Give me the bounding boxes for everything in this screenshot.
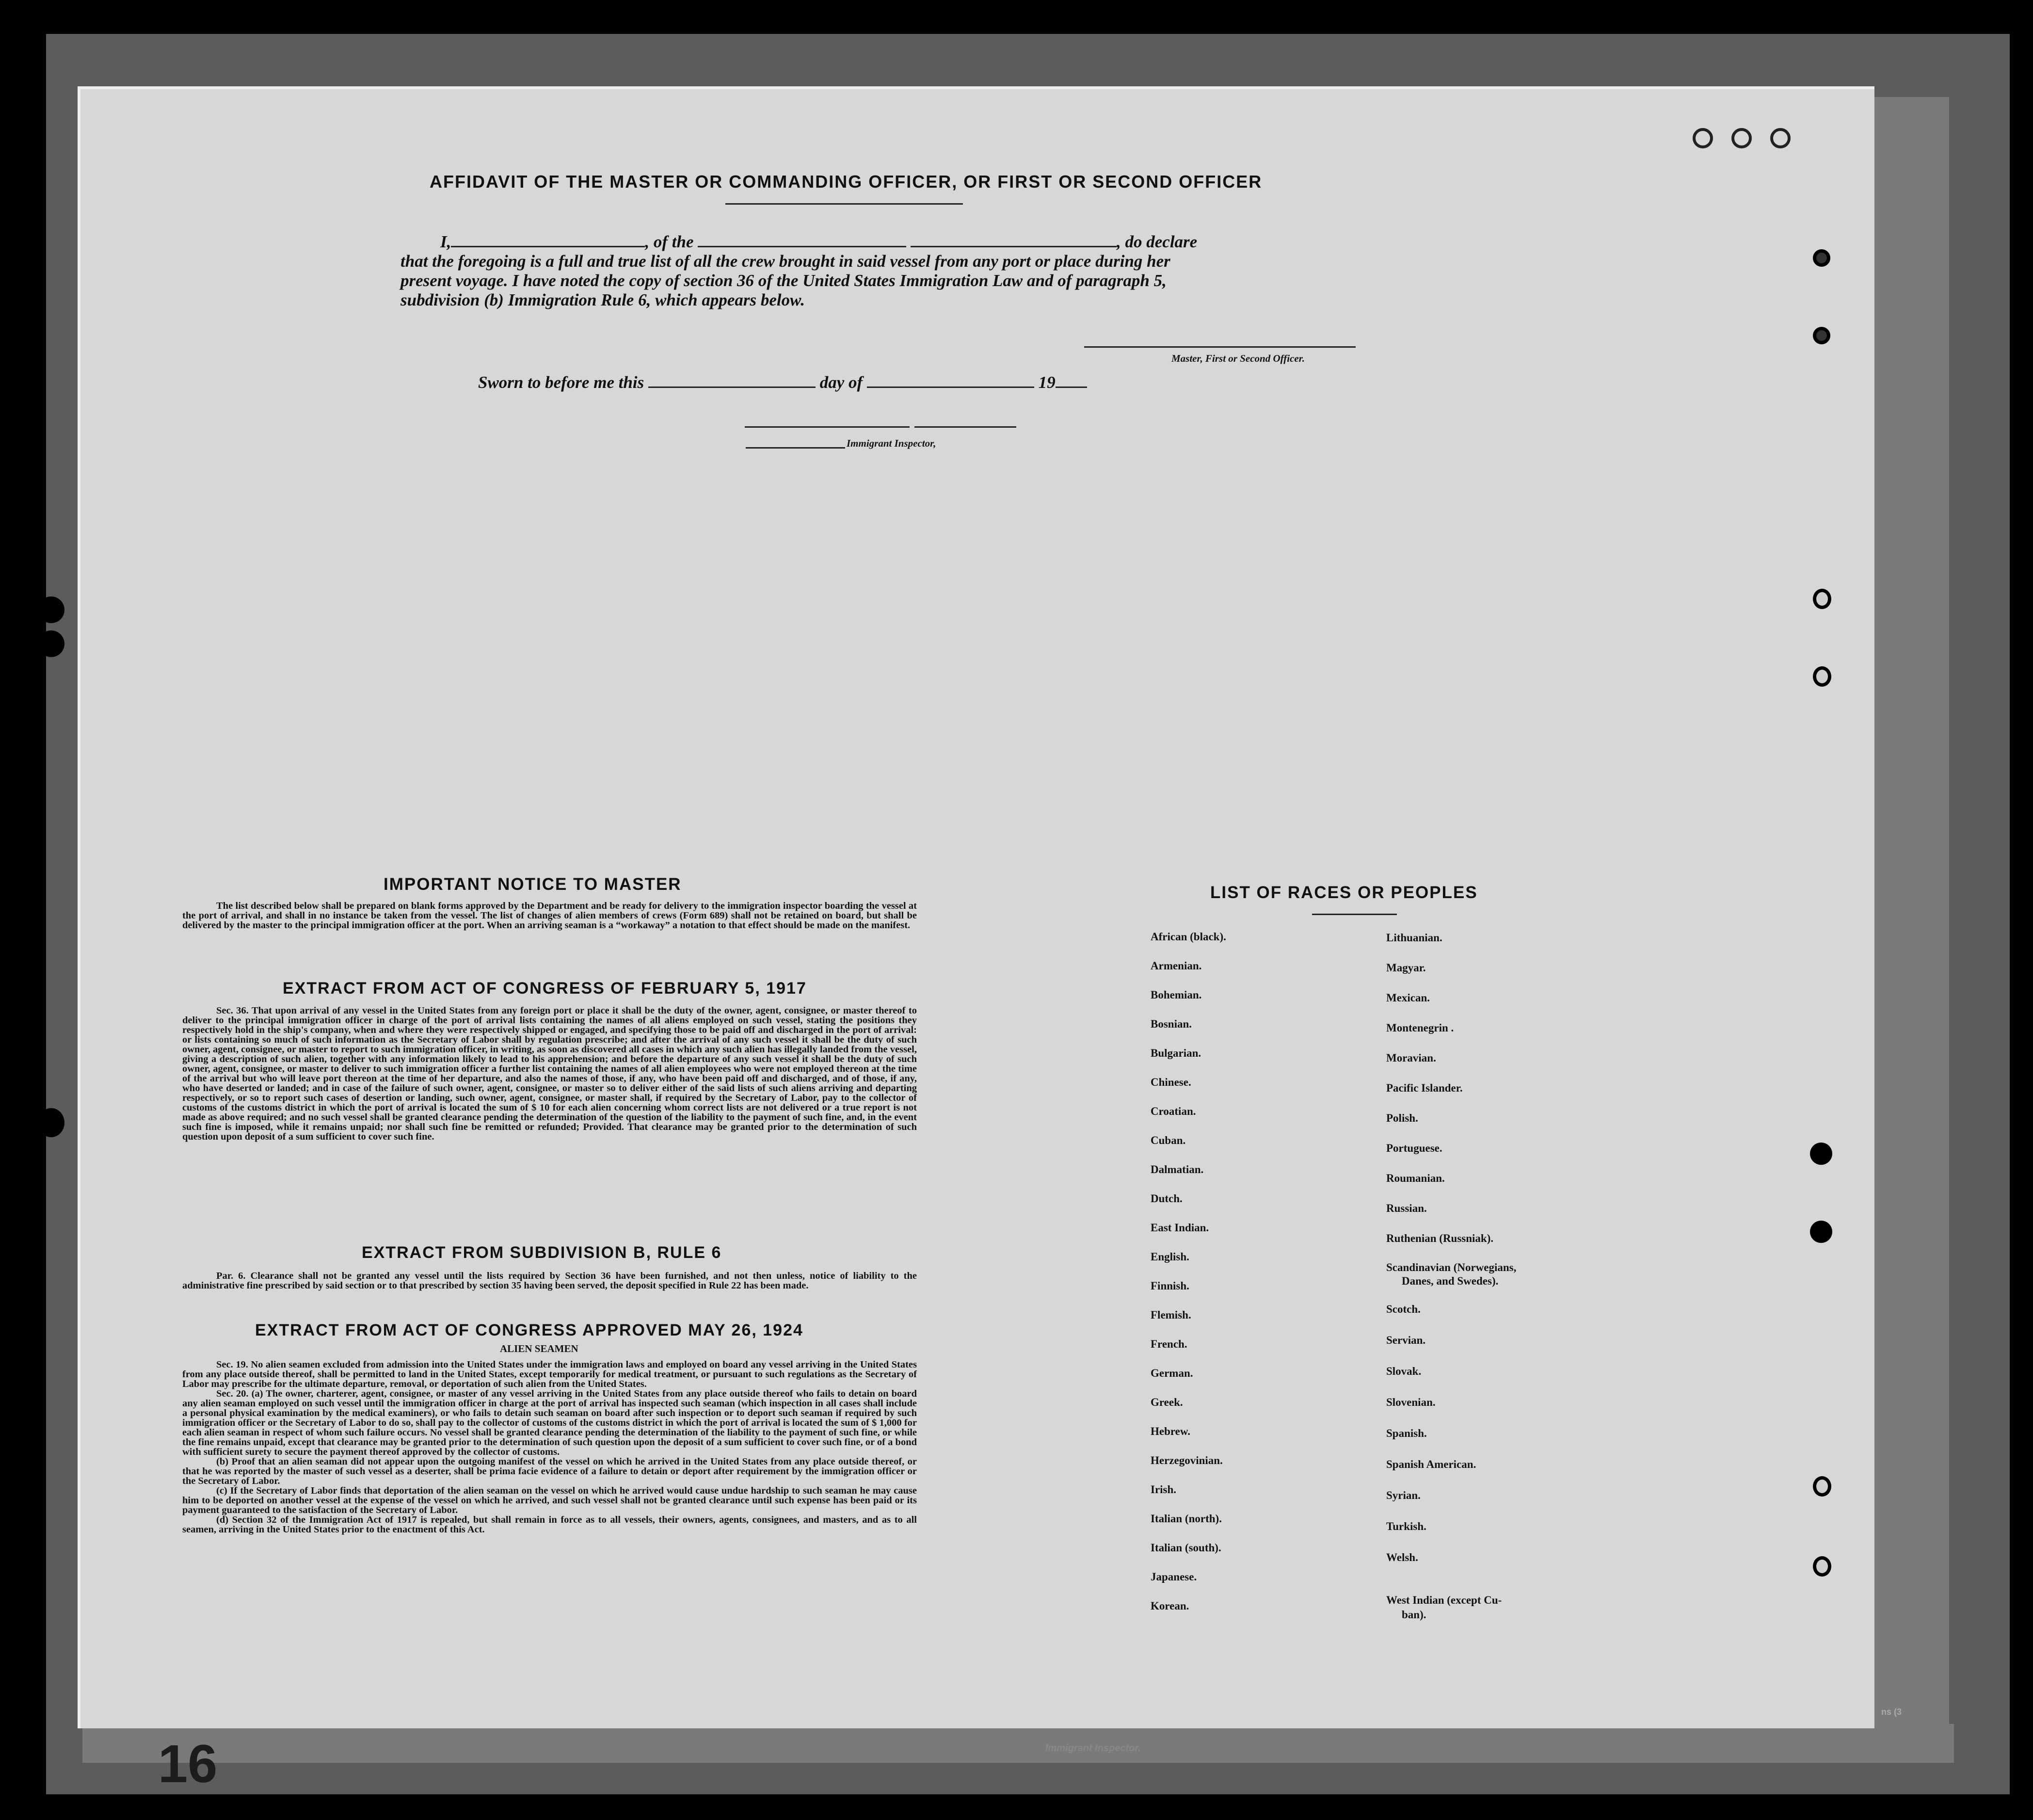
race-right: Servian.: [1386, 1334, 1426, 1346]
race-right: Russian.: [1386, 1202, 1427, 1214]
master-signature-label: Master, First or Second Officer.: [1171, 353, 1305, 364]
manifest-page: [78, 86, 1874, 1794]
master-signature-line[interactable]: [1084, 346, 1356, 348]
title-underline: [725, 203, 963, 205]
race-left: Korean.: [1151, 1600, 1189, 1612]
race-left: German.: [1151, 1367, 1193, 1379]
race-right: West Indian (except Cu-: [1386, 1594, 1502, 1606]
bleed-through-right-edge: ns (3: [1881, 1707, 1902, 1717]
affidavit-line-1: I, , of the , do declare: [440, 232, 1198, 251]
bleed-through-numeral: 16: [158, 1734, 218, 1794]
binder-hole: [38, 596, 64, 623]
affidavit-line-4: subdivision (b) Immigration Rule 6, which appears below.: [400, 290, 805, 309]
punch-hole: [1813, 666, 1831, 687]
sworn-year-blank[interactable]: [1056, 386, 1087, 388]
race-right: Magyar.: [1386, 962, 1426, 974]
extract-1924-subtitle: ALIEN SEAMEN: [500, 1343, 578, 1354]
underlying-sheet-bottom: [82, 1724, 1954, 1763]
race-left: Japanese.: [1151, 1571, 1197, 1583]
race-left: French.: [1151, 1338, 1187, 1350]
inspector-signature-line-1[interactable]: [745, 426, 910, 428]
race-left: Croatian.: [1151, 1105, 1196, 1117]
bleed-through-text: Immigrant Inspector.: [1045, 1743, 1141, 1754]
punch-hole: [1810, 1143, 1832, 1165]
punch-hole: [1813, 327, 1830, 344]
extract-1917-title: EXTRACT FROM ACT OF CONGRESS OF FEBRUARY 5, 1917: [283, 979, 807, 998]
race-right: Scotch.: [1386, 1303, 1421, 1315]
sec-20a-paragraph: Sec. 20. (a) The owner, charterer, agent, consignee, or master of any vessel arriving in the United States from any place outside thereof who fails to detain on board any alien seaman employed on such vessel until the immigration officer in charge at the port of arrival has inspected such seaman (which inspection in all cases shall include a personal physical examination by the medical examiners), or who fails to detain such seaman on board after such inspection or to deport such seaman if required by such immigration officer or the Secretary of Labor to do so, shall pay to the collector of customs of the customs district in which the port of arrival is located the sum of $ 1,000 for each alien seaman in respect of whom such failure occurs. No vessel shall be granted clearance pending the determination of the liability to the payment of such fine, or while the fine remains unpaid, except that clearance may be granted prior to the determination of such question upon the deposit of a sum sufficient to cover such fine, or of a bond with sufficient surety to secure the payment thereof approved by the collector of customs.: [182, 1388, 917, 1457]
race-right: Portuguese.: [1386, 1142, 1442, 1154]
race-right: ban).: [1402, 1609, 1426, 1621]
sworn-month-blank[interactable]: [867, 386, 1034, 388]
race-left: African (black).: [1151, 931, 1226, 943]
race-left: English.: [1151, 1251, 1189, 1263]
punch-hole: [1810, 1221, 1832, 1243]
underlying-sheet-edge: [1872, 97, 1949, 1736]
name-blank[interactable]: [451, 245, 645, 247]
punch-hole: [1813, 1556, 1831, 1577]
inspector-signature-line-3[interactable]: [746, 447, 845, 449]
race-right: Mexican.: [1386, 992, 1430, 1004]
race-left: Herzegovinian.: [1151, 1454, 1223, 1466]
punch-hole: [1813, 1476, 1831, 1497]
race-right: Roumanian.: [1386, 1172, 1445, 1184]
inspector-signature-line-2[interactable]: [914, 426, 1016, 428]
race-right: Turkish.: [1386, 1520, 1426, 1532]
extract-1924-title: EXTRACT FROM ACT OF CONGRESS APPROVED MAY 26, 1924: [255, 1321, 803, 1339]
race-right: Slovenian.: [1386, 1396, 1436, 1408]
race-right: Ruthenian (Russniak).: [1386, 1232, 1494, 1244]
rule6-title: EXTRACT FROM SUBDIVISION B, RULE 6: [362, 1243, 722, 1262]
affidavit-line-3: present voyage. I have noted the copy of section 36 of the United States Immigration Law and of paragraph 5,: [400, 271, 1167, 290]
race-left: Dalmatian.: [1151, 1163, 1204, 1176]
top-ring-mark: [1731, 128, 1752, 148]
race-left: Chinese.: [1151, 1076, 1191, 1088]
race-right: Spanish American.: [1386, 1458, 1476, 1470]
race-left: Cuban.: [1151, 1134, 1186, 1146]
race-left: Bohemian.: [1151, 989, 1202, 1001]
race-right: Welsh.: [1386, 1551, 1418, 1563]
notice-title: IMPORTANT NOTICE TO MASTER: [384, 875, 682, 894]
affidavit-title: AFFIDAVIT OF THE MASTER OR COMMANDING OFFICER, OR FIRST OR SECOND OFFICER: [430, 172, 1263, 192]
sec-20c-paragraph: (c) If the Secretary of Labor finds that deportation of the alien seaman on the vessel on which he arrived would cause undue hardship to such seaman he may cause him to be deported on another vessel at the expense of the vessel on which he arrived, and such vessel shall not be granted clearance until such expense has been paid or its payment guaranteed to the satisfaction of the Secretary of Labor.: [182, 1485, 917, 1515]
race-right: Spanish.: [1386, 1427, 1427, 1439]
sworn-line: Sworn to before me this day of 19: [478, 373, 1087, 392]
affidavit-line-2: that the foregoing is a full and true list of all the crew brought in said vessel from any port or place during her: [400, 252, 1170, 271]
punch-hole: [1813, 249, 1830, 267]
vessel-blank-2[interactable]: [911, 245, 1117, 247]
race-right: Polish.: [1386, 1112, 1418, 1124]
race-right: Danes, and Swedes).: [1402, 1275, 1499, 1287]
race-right: Montenegrin .: [1386, 1022, 1454, 1034]
race-right: Slovak.: [1386, 1365, 1422, 1377]
race-left: Italian (north).: [1151, 1513, 1222, 1525]
top-ring-mark: [1770, 128, 1791, 148]
race-right: Scandinavian (Norwegians,: [1386, 1261, 1517, 1273]
punch-hole: [1813, 589, 1831, 609]
sec-19-paragraph: Sec. 19. No alien seamen excluded from admission into the United States under the immigration laws and employed on board any vessel arriving in the United States from any place outside thereof, shall be permitted to land in the United States, except temporarily for medical treatment, or pursuant to such regulations as the Secretary of Labor may prescribe for the ultimate departure, removal, or deportation of such alien from the United States.: [182, 1359, 917, 1389]
race-left: Flemish.: [1151, 1309, 1191, 1321]
races-title: LIST OF RACES OR PEOPLES: [1210, 883, 1478, 902]
extract-1924-text: [182, 1360, 917, 1534]
race-left: Greek.: [1151, 1396, 1183, 1408]
race-right: Moravian.: [1386, 1052, 1436, 1064]
race-left: Hebrew.: [1151, 1425, 1190, 1437]
race-left: Italian (south).: [1151, 1542, 1221, 1554]
sec-20d-paragraph: (d) Section 32 of the Immigration Act of 1917 is repealed, but shall remain in force as to all vessels, their owners, agents, consignees, and masters, and as to all seamen, arriving in the United States prior to the enactment of this Act.: [182, 1514, 917, 1535]
race-left: East Indian.: [1151, 1222, 1209, 1234]
race-left: Irish.: [1151, 1483, 1177, 1496]
race-right: Lithuanian.: [1386, 932, 1442, 944]
race-right: Pacific Islander.: [1386, 1082, 1463, 1094]
top-ring-mark: [1693, 128, 1713, 148]
race-left: Armenian.: [1151, 960, 1202, 972]
race-left: Bosnian.: [1151, 1018, 1192, 1030]
race-left: Bulgarian.: [1151, 1047, 1201, 1059]
binder-hole: [38, 630, 64, 657]
binder-hole: [38, 1108, 64, 1137]
races-title-underline: [1312, 914, 1397, 915]
notice-text: The list described below shall be prepared on blank forms approved by the Department and be ready for delivery to the immigration inspector boarding the vessel at the port of arrival, and shall in no instance be taken from the vessel. The list of changes of alien members of crews (Form 689) shall not be retained on board, but shall be delivered by the master to the principal immigration officer at the port. When an arriving seaman is a “workaway” a notation to that effect should be made on the manifest.: [182, 901, 917, 931]
extract-1917-text: Sec. 36. That upon arrival of any vessel in the United States from any foreign port or place it shall be the duty of the owner, agent, consignee, or master thereof to deliver to the principal immigration officer in charge of the port of arrival lists containing the names of all aliens employed on such vessel, stating the positions they respectively hold in the ship's company, when and where they were respectively shipped or engaged, and specifying those to be paid off and discharged in the port of arrival: or lists containing so much of such information as the Secretary of Labor shall by regulation prescribe; and after the arrival of any such vessel it shall be the duty of such owner, agent, consignee, or master to report to such immigration officer, in writing, as soon as discovered all cases in which any such alien has illegally landed from the vessel, giving a description of such alien, together with any information likely to lead to his apprehension; and before the departure of any such vessel it shall be the duty of such owner, agent, consignee, or master to deliver to such immigration officer a further list containing the names of all alien employees who were not employed thereon at the time of the arrival but who will leave port thereon at the time of her departure, and also the names of those, if any, who have been paid off and discharged, and of those, if any, who have deserted or landed; and in case of the failure of such owner, agent, consignee, or master so to deliver either of the said lists of such aliens arriving and departing respectively, or so to report such cases of desertion or landing, such owner, agent, consignee, or master shall, if required by the Secretary of Labor, pay to the collector of customs of the customs district in which the port of arrival is located the sum of $ 10 for each alien concerning whom correct lists are not delivered or a true report is not made as above required; and no such vessel shall be granted clearance pending the determination of the question of the liability to the payment of such fine, and, in the event such fine is imposed, while it remains unpaid; nor shall such fine be remitted or refunded; Provided. That clearance may be granted prior to the determination of such question upon deposit of a sum sufficient to cover such fine.: [182, 1005, 917, 1142]
sworn-day-blank[interactable]: [648, 386, 816, 388]
inspector-signature-label: Immigrant Inspector,: [847, 437, 936, 449]
rule6-text: Par. 6. Clearance shall not be granted any vessel until the lists required by Section 36 have been furnished, and not then unless, notice of liability to the administrative fine prescribed by said section or to that prescribed by section 35 having been served, the deposit specified in Rule 22 has been made.: [182, 1271, 917, 1291]
race-left: Finnish.: [1151, 1280, 1189, 1292]
race-right: Syrian.: [1386, 1489, 1421, 1501]
race-left: Dutch.: [1151, 1192, 1183, 1205]
vessel-blank[interactable]: [698, 245, 906, 247]
sec-20b-paragraph: (b) Proof that an alien seaman did not appear upon the outgoing manifest of the vessel on which he arrived in the United States from any place outside thereof, or that he was reported by the master of such vessel as a deserter, shall be prima facie evidence of a failure to detain or deport after requirement by the immigration officer or the Secretary of Labor.: [182, 1456, 917, 1486]
